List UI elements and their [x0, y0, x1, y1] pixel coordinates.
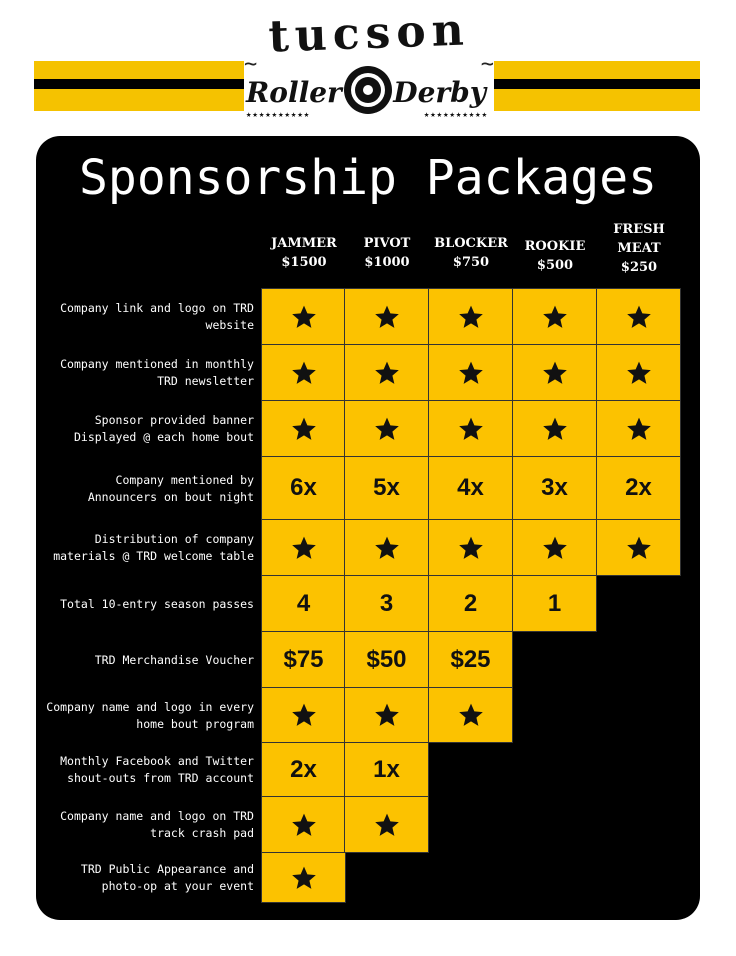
star-icon [291, 535, 317, 561]
star-icon [542, 535, 568, 561]
benefit-label-text: TRD Merchandise Voucher [94, 652, 254, 667]
benefit-cell-value [429, 457, 512, 519]
skate-wheel-icon [342, 64, 394, 116]
star-icon [374, 812, 400, 838]
star-icon [626, 360, 652, 386]
benefit-cell-star [262, 289, 345, 344]
benefit-label-text: Sponsor provided banner Displayed @ each home bout [73, 413, 254, 444]
star-icon [291, 416, 317, 442]
benefit-cell-star [513, 289, 596, 344]
tier-header-jammer [262, 234, 346, 272]
benefit-value: 2x [290, 755, 317, 783]
tucson-roller-derby-logo [238, 4, 500, 128]
star-icon [458, 360, 484, 386]
benefit-label-text: TRD Public Appearance and photo-op at your event [80, 862, 254, 893]
benefit-cell-star [429, 401, 512, 456]
benefit-cell-star [345, 345, 428, 400]
star-icon [374, 702, 400, 728]
benefit-cell-star [597, 401, 680, 456]
swirl-ornament-icon: ~ [480, 52, 494, 77]
benefit-label [40, 520, 254, 576]
tier-price: $1000 [364, 255, 410, 270]
benefit-cell-value [513, 576, 596, 631]
star-icon [458, 702, 484, 728]
swirl-ornament-icon: ~ [244, 52, 258, 77]
benefit-label [40, 743, 254, 797]
benefit-label [40, 289, 254, 345]
benefit-value: 2x [625, 474, 652, 501]
tier-name: JAMMER [271, 236, 337, 251]
star-icon [626, 304, 652, 330]
benefit-cell-star [262, 520, 345, 575]
benefit-cell-star [429, 688, 512, 742]
star-icon [374, 304, 400, 330]
star-icon [542, 416, 568, 442]
benefit-cell-star [513, 345, 596, 400]
stars-ornament-icon: ★★★★★★★★★★ [423, 110, 488, 120]
star-icon [291, 865, 317, 891]
tier-name: BLOCKER [434, 236, 508, 251]
benefit-cell-star [345, 401, 428, 456]
tier-price: $750 [452, 255, 490, 270]
benefit-label-text: Company mentioned in monthly TRD newsletter [60, 357, 254, 388]
star-icon [458, 304, 484, 330]
benefit-cell-star [345, 289, 428, 344]
star-icon [374, 416, 400, 442]
benefit-cell-star [429, 520, 512, 575]
benefit-cell-star [262, 345, 345, 400]
benefit-cell-star [345, 520, 428, 575]
star-icon [374, 360, 400, 386]
benefit-value: 4 [296, 589, 311, 617]
benefit-label [40, 345, 254, 401]
star-icon [542, 304, 568, 330]
benefit-cell-value [262, 457, 345, 519]
star-icon [291, 360, 317, 386]
benefit-cell-star [262, 401, 345, 456]
benefit-cell-value [262, 632, 345, 687]
benefit-value: $25 [450, 645, 491, 673]
benefit-value: $75 [283, 645, 324, 673]
tier-name: PIVOT [363, 236, 411, 251]
star-icon [626, 416, 652, 442]
header-stripe-right [494, 61, 700, 111]
logo-word-tucson: tucson [267, 4, 471, 63]
star-icon [542, 360, 568, 386]
benefit-cell-star [345, 797, 428, 852]
benefit-value: 3 [379, 589, 394, 617]
page-title: Sponsorship Packages [79, 150, 657, 206]
benefit-cell-value [429, 576, 512, 631]
benefit-value: 3x [541, 474, 568, 501]
benefit-cell-value [345, 457, 428, 519]
benefit-label [40, 797, 254, 853]
benefit-label-text: Company name and logo in every home bout program [46, 699, 254, 731]
tier-price: $250 [620, 260, 658, 275]
star-icon [291, 812, 317, 838]
benefit-value: 6x [290, 474, 317, 501]
benefit-label [40, 632, 254, 688]
tier-header-rookie [513, 237, 597, 275]
benefit-label [40, 688, 254, 743]
benefit-cell-star [513, 520, 596, 575]
benefit-cell-value [597, 457, 680, 519]
star-icon [458, 416, 484, 442]
benefit-label-text: Monthly Facebook and Twitter shout-outs from TRD account [60, 754, 254, 785]
benefit-label [40, 576, 254, 632]
benefit-cell-star [429, 345, 512, 400]
benefit-label-text: Company mentioned by Announcers on bout night [87, 472, 254, 504]
star-icon [626, 535, 652, 561]
benefit-label [40, 401, 254, 457]
benefit-value: 2 [463, 589, 478, 617]
benefit-cell-value [345, 576, 428, 631]
tier-price: $1500 [281, 255, 327, 270]
benefit-value: 4x [457, 474, 484, 501]
benefit-cell-star [513, 401, 596, 456]
benefit-label [40, 853, 254, 903]
benefit-cell-value [345, 632, 428, 687]
tier-name: FRESH MEAT [613, 222, 665, 256]
tier-name: ROOKIE [524, 239, 586, 254]
benefit-cell-star [597, 345, 680, 400]
benefit-value: 5x [373, 474, 400, 501]
benefit-value: 1x [373, 755, 400, 783]
benefit-cell-star [429, 289, 512, 344]
benefit-label-text: Distribution of company materials @ TRD welcome table [53, 532, 254, 563]
benefit-cell-star [597, 289, 680, 344]
benefit-cell-value [262, 743, 345, 796]
benefit-label-text: Total 10-entry season passes [60, 596, 254, 611]
benefit-value: $50 [366, 645, 407, 673]
logo-word-derby: Derby [393, 76, 486, 109]
benefit-cell-value [513, 457, 596, 519]
star-icon [374, 535, 400, 561]
star-icon [458, 535, 484, 561]
benefit-cell-star [345, 688, 428, 742]
tier-header-fresh-meat [597, 220, 681, 277]
benefit-cell-star [597, 520, 680, 575]
benefit-value: 1 [547, 589, 562, 617]
header-stripe-left [34, 61, 244, 111]
benefit-label [40, 457, 254, 520]
stars-ornament-icon: ★★★★★★★★★★ [246, 110, 311, 120]
star-icon [291, 304, 317, 330]
benefit-label-text: Company link and logo on TRD website [60, 301, 254, 332]
tier-header-blocker [429, 234, 513, 272]
tier-header-pivot [345, 234, 429, 272]
benefit-cell-star [262, 797, 345, 852]
benefit-cell-value [345, 743, 428, 796]
benefit-cell-star [262, 853, 345, 902]
logo-word-roller: Roller [246, 76, 342, 109]
star-icon [291, 702, 317, 728]
benefit-cell-value [262, 576, 345, 631]
benefit-cell-value [429, 632, 512, 687]
benefit-label-text: Company name and logo on TRD track crash pad [60, 809, 254, 840]
tier-price: $500 [536, 258, 574, 273]
benefit-cell-star [262, 688, 345, 742]
